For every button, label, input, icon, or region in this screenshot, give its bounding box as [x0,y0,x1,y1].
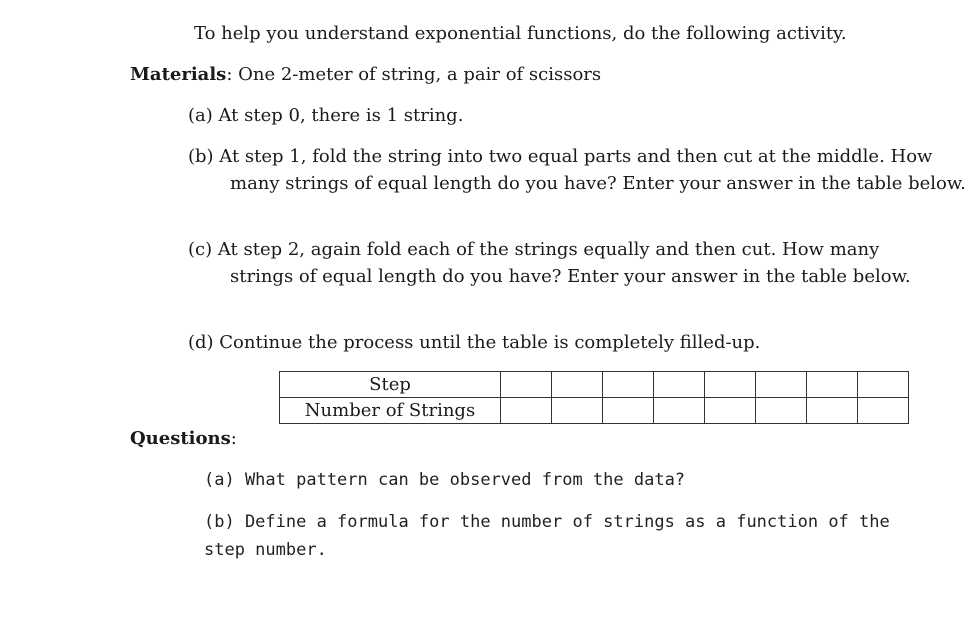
table-cell [552,398,603,424]
data-table [279,371,909,424]
table-cell [501,372,552,398]
table-cell [807,398,858,424]
table-cell [756,398,807,424]
table-cell [858,372,909,398]
materials-line [130,62,601,88]
table-cell [552,372,603,398]
table-row-step [280,372,909,398]
table-cell [807,372,858,398]
table-cell [705,398,756,424]
question-a: (a) What pattern can be observed from the data? [204,470,686,490]
step-d: (d) Continue the process until the table is completely filled-up. [188,332,761,353]
question-b: (b) Define a formula for the number of strings as a function of the step number. [204,512,890,560]
table-cell [756,372,807,398]
table-cell [654,372,705,398]
materials-text: One 2-meter of string, a pair of scissors [232,64,602,85]
row-label-number-of-strings: Number of Strings [280,398,501,424]
table-cell [603,398,654,424]
row-label-step: Step [280,372,501,398]
materials-label: Materials [130,64,227,85]
intro-text: To help you understand exponential functions, do the following activity. [194,23,847,44]
step-b: (b) At step 1, fold the string into two equal parts and then cut at the middle. How many strings of equal length do you have? Enter your answer in the table below. [188,146,966,194]
table-cell [705,372,756,398]
questions-heading: Questions [130,428,231,449]
questions-colon: : [230,428,237,449]
materials-colon: : [226,64,233,85]
table-cell [501,398,552,424]
table-row-strings [280,398,909,424]
table-cell [858,398,909,424]
step-c: (c) At step 2, again fold each of the strings equally and then cut. How many strings of equal length do you have? Enter your answer in the table below. [188,239,911,287]
table-cell [654,398,705,424]
questions-heading-line [130,426,237,452]
table-cell [603,372,654,398]
step-a: (a) At step 0, there is 1 string. [188,105,464,126]
